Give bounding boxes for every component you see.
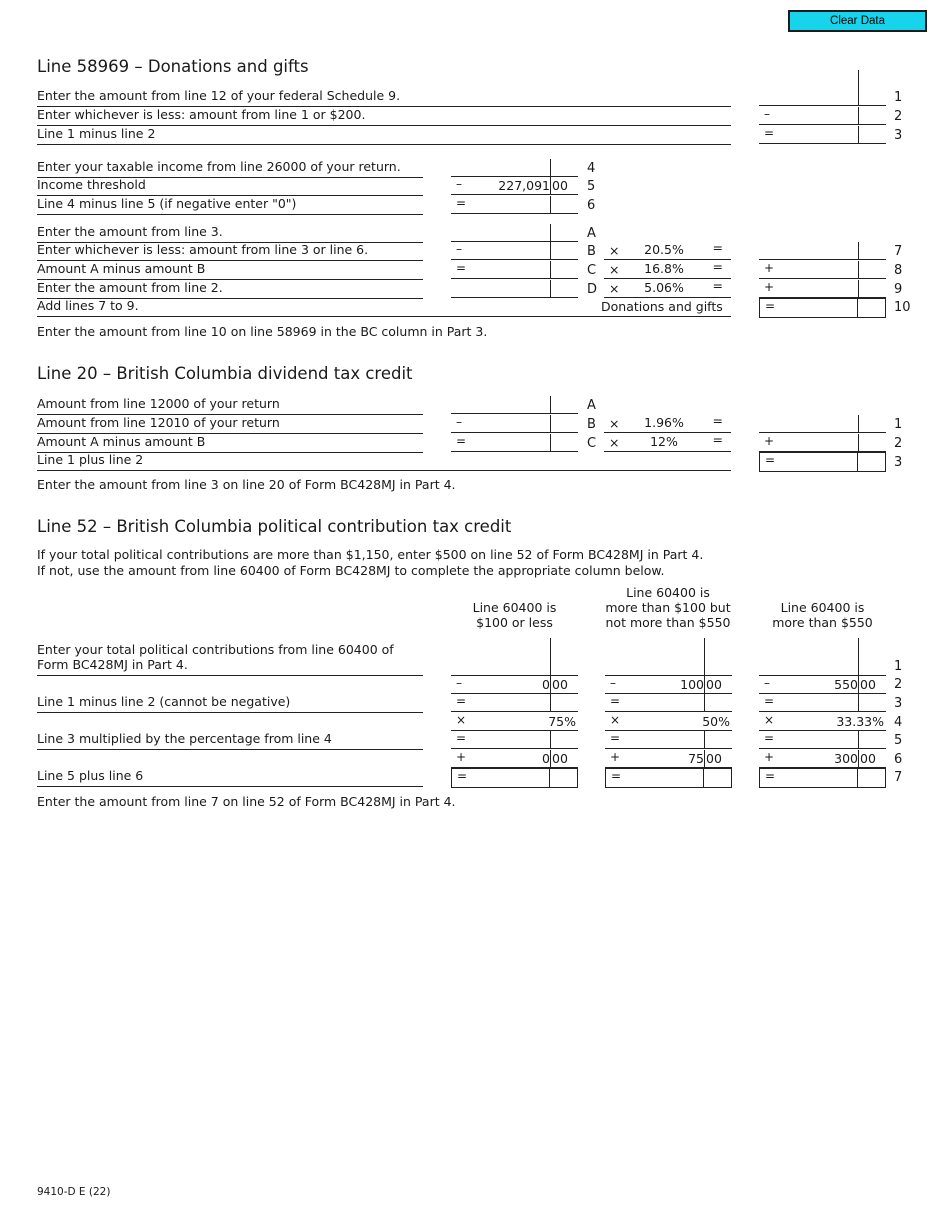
s3-c1-line4 bbox=[451, 713, 578, 731]
form-footer-code: 9410-D E (22) bbox=[37, 1186, 111, 1198]
cents-divider bbox=[550, 159, 551, 176]
line-number: 2 bbox=[894, 436, 903, 451]
s1-amount-a-input[interactable] bbox=[451, 224, 578, 242]
row-label: Income threshold bbox=[37, 177, 423, 196]
s1-line5-threshold bbox=[451, 177, 578, 195]
letter-label: C bbox=[587, 263, 597, 278]
rate-c bbox=[604, 261, 731, 279]
cents-divider bbox=[704, 694, 705, 711]
letter-label: B bbox=[587, 244, 596, 259]
cents-divider bbox=[857, 769, 858, 787]
s3-c1-line1-input[interactable] bbox=[451, 658, 578, 676]
plus-sign: + bbox=[764, 434, 775, 448]
equals-sign: = bbox=[610, 731, 621, 745]
s3-c3-line4 bbox=[759, 713, 886, 731]
cents: 00 bbox=[706, 751, 722, 766]
s3-c3-line7-total[interactable] bbox=[759, 768, 886, 788]
cents: 00 bbox=[860, 751, 876, 766]
line-number: 9 bbox=[894, 282, 903, 297]
times-sign: × bbox=[609, 243, 620, 258]
cents-divider bbox=[550, 415, 551, 432]
s1-amount-d-input[interactable] bbox=[451, 280, 578, 298]
cents-divider bbox=[858, 280, 859, 297]
line-number: 2 bbox=[894, 677, 903, 692]
rate-b bbox=[604, 242, 731, 260]
section-title-donations: Line 58969 – Donations and gifts bbox=[37, 57, 309, 76]
letter-label: A bbox=[587, 398, 596, 413]
cents-divider bbox=[858, 638, 859, 675]
rate-value: 16.8% bbox=[644, 261, 684, 276]
row-label: Amount A minus amount B bbox=[37, 261, 423, 280]
equals-sign: = bbox=[712, 278, 723, 293]
rate-c bbox=[604, 434, 731, 452]
cents-divider bbox=[704, 676, 705, 693]
equals-sign: = bbox=[457, 769, 468, 783]
minus-sign: – bbox=[456, 415, 462, 429]
cents-divider bbox=[549, 769, 550, 787]
cents: 00 bbox=[552, 677, 568, 692]
s3-c1-line7-total[interactable] bbox=[451, 768, 578, 788]
minus-sign: – bbox=[764, 676, 770, 690]
column-header-line: Line 60400 is bbox=[626, 585, 710, 600]
equals-sign: = bbox=[456, 434, 467, 448]
minus-sign: – bbox=[456, 242, 462, 256]
line-number: 6 bbox=[587, 198, 596, 213]
dollars: 100 bbox=[680, 677, 704, 692]
section-title-political: Line 52 – British Columbia political contribution tax credit bbox=[37, 517, 512, 536]
cents-divider bbox=[550, 694, 551, 711]
s3-c3-line3-input[interactable] bbox=[759, 694, 886, 712]
line-number: 1 bbox=[894, 417, 903, 432]
cents-divider bbox=[550, 280, 551, 297]
s3-c2-line1-input[interactable] bbox=[605, 658, 732, 676]
column-header-2 bbox=[598, 585, 738, 630]
equals-sign: = bbox=[712, 432, 723, 447]
s3-c3-line5-input[interactable] bbox=[759, 731, 886, 749]
s3-c2-line4 bbox=[605, 713, 732, 731]
dollars: 0 bbox=[542, 677, 550, 692]
times-sign: × bbox=[609, 416, 620, 431]
s1-line1-input[interactable] bbox=[759, 88, 886, 106]
line-number: 5 bbox=[894, 733, 903, 748]
rate-value: 20.5% bbox=[644, 242, 684, 257]
line-number: 3 bbox=[894, 128, 903, 143]
s3-c2-line6 bbox=[605, 750, 732, 768]
times-sign: × bbox=[610, 713, 621, 727]
column-header-line: $100 or less bbox=[476, 615, 553, 630]
equals-sign: = bbox=[764, 126, 775, 140]
minus-sign: – bbox=[456, 676, 462, 690]
cents-divider bbox=[550, 261, 551, 278]
s1-line8-input[interactable] bbox=[759, 261, 886, 279]
row-label: Enter whichever is less: amount from line 3 or line 6. bbox=[37, 242, 423, 261]
equals-sign: = bbox=[611, 769, 622, 783]
equals-sign: = bbox=[764, 694, 775, 708]
dollars: 0 bbox=[542, 751, 550, 766]
cents-divider bbox=[550, 396, 551, 413]
clear-data-button[interactable]: Clear Data bbox=[788, 10, 927, 32]
line-number: 7 bbox=[894, 770, 903, 785]
line-number: 3 bbox=[894, 696, 903, 711]
line-number: 8 bbox=[894, 263, 903, 278]
row-label-text: Form BC428MJ in Part 4. bbox=[37, 657, 188, 672]
equals-sign: = bbox=[610, 694, 621, 708]
cents-divider bbox=[550, 242, 551, 259]
row-label: Line 1 minus line 2 (cannot be negative) bbox=[37, 694, 423, 713]
equals-sign: = bbox=[712, 240, 723, 255]
s1-amount-b-input[interactable] bbox=[451, 242, 578, 260]
s3-c1-line5-input[interactable] bbox=[451, 731, 578, 749]
row-label: Line 5 plus line 6 bbox=[37, 768, 423, 787]
equals-sign: = bbox=[456, 731, 467, 745]
threshold-cents: 00 bbox=[552, 178, 568, 193]
equals-sign: = bbox=[712, 413, 723, 428]
times-sign: × bbox=[609, 281, 620, 296]
s2-amount-b-input[interactable] bbox=[451, 415, 578, 433]
line-number: 3 bbox=[894, 455, 903, 470]
row-label: Line 4 minus line 5 (if negative enter "0") bbox=[37, 196, 423, 215]
row-label: Enter your taxable income from line 26000 of your return. bbox=[37, 159, 423, 178]
cents: 00 bbox=[706, 677, 722, 692]
intro-line-1: If your total political contributions are more than $1,150, enter $500 on line 52 of Form BC428MJ in Part 4. bbox=[37, 547, 704, 562]
row-label: Line 1 plus line 2 bbox=[37, 452, 731, 471]
row-label: Amount from line 12010 of your return bbox=[37, 415, 423, 434]
row-label: Enter the amount from line 12 of your federal Schedule 9. bbox=[37, 88, 731, 107]
minus-sign: – bbox=[610, 676, 616, 690]
times-sign: × bbox=[456, 713, 467, 727]
row-label: Amount A minus amount B bbox=[37, 434, 423, 453]
s3-c2-line7-total[interactable] bbox=[605, 768, 732, 788]
cents: 00 bbox=[860, 677, 876, 692]
s3-c3-line1-input[interactable] bbox=[759, 658, 886, 676]
cents-divider bbox=[550, 676, 551, 693]
percentage: 75% bbox=[548, 714, 576, 729]
s2-line3-total[interactable] bbox=[759, 452, 886, 472]
cents-divider bbox=[858, 70, 859, 105]
rate-b bbox=[604, 415, 731, 433]
times-sign: × bbox=[764, 713, 775, 727]
s1-line2-input[interactable] bbox=[759, 107, 886, 125]
equals-sign: = bbox=[765, 299, 776, 313]
cents-divider bbox=[704, 750, 705, 767]
plus-sign: + bbox=[610, 750, 621, 764]
s3-c3-line6 bbox=[759, 750, 886, 768]
row-label: Enter the amount from line 3. bbox=[37, 224, 423, 243]
cents-divider bbox=[550, 434, 551, 451]
cents-divider bbox=[550, 750, 551, 767]
cents-divider bbox=[858, 107, 859, 124]
row-label: Enter whichever is less: amount from line 1 or $200. bbox=[37, 107, 731, 126]
s3-c1-line2 bbox=[451, 676, 578, 694]
cents-divider bbox=[858, 731, 859, 748]
line-number: 5 bbox=[587, 179, 596, 194]
equals-sign: = bbox=[765, 769, 776, 783]
cents-divider bbox=[858, 126, 859, 143]
cents-divider bbox=[704, 638, 705, 675]
cents-divider bbox=[703, 769, 704, 787]
line-number: 4 bbox=[587, 161, 596, 176]
line-number: 2 bbox=[894, 109, 903, 124]
line-number: 4 bbox=[894, 715, 903, 730]
line-number: 10 bbox=[894, 300, 911, 315]
letter-label: A bbox=[587, 226, 596, 241]
row-label: Add lines 7 to 9. bbox=[37, 298, 731, 317]
cents-divider bbox=[858, 676, 859, 693]
instruction-note: Enter the amount from line 3 on line 20 of Form BC428MJ in Part 4. bbox=[37, 477, 456, 492]
column-header-line: Line 60400 is bbox=[472, 600, 557, 615]
column-header-3 bbox=[759, 600, 886, 630]
rate-d bbox=[604, 280, 731, 298]
s3-c2-line2 bbox=[605, 676, 732, 694]
s2-line1-input[interactable] bbox=[759, 415, 886, 433]
row-label: Line 3 multiplied by the percentage from line 4 bbox=[37, 731, 423, 750]
cents-divider bbox=[858, 242, 859, 259]
s3-c2-line3-input[interactable] bbox=[605, 694, 732, 712]
s1-line6-input[interactable] bbox=[451, 196, 578, 214]
line-number: 7 bbox=[894, 244, 903, 259]
column-header-1 bbox=[451, 600, 578, 630]
s1-line9-input[interactable] bbox=[759, 280, 886, 298]
line-number: 1 bbox=[894, 659, 903, 674]
section-title-dividend: Line 20 – British Columbia dividend tax credit bbox=[37, 364, 413, 383]
donations-and-gifts-label: Donations and gifts bbox=[601, 299, 723, 314]
instruction-note: Enter the amount from line 7 on line 52 of Form BC428MJ in Part 4. bbox=[37, 794, 456, 809]
column-header-line: Line 60400 is bbox=[780, 600, 865, 615]
letter-label: B bbox=[587, 417, 596, 432]
cents-divider bbox=[858, 750, 859, 767]
minus-sign: – bbox=[456, 177, 462, 191]
equals-sign: = bbox=[456, 196, 467, 210]
letter-label: C bbox=[587, 436, 597, 451]
s3-c1-line6 bbox=[451, 750, 578, 768]
s2-line2-input[interactable] bbox=[759, 434, 886, 452]
s3-c2-line5-input[interactable] bbox=[605, 731, 732, 749]
rate-value: 12% bbox=[650, 434, 678, 449]
times-sign: × bbox=[609, 435, 620, 450]
cents-divider bbox=[550, 638, 551, 675]
cents-divider bbox=[704, 731, 705, 748]
column-header-line: more than $100 but bbox=[605, 600, 731, 615]
plus-sign: + bbox=[456, 750, 467, 764]
cents-divider bbox=[550, 196, 551, 213]
threshold-dollars: 227,091 bbox=[498, 178, 550, 193]
row-rule bbox=[37, 675, 423, 676]
line-number: 1 bbox=[894, 90, 903, 105]
s2-amount-c-input[interactable] bbox=[451, 434, 578, 452]
cents-divider bbox=[857, 299, 858, 317]
s1-line7-input[interactable] bbox=[759, 242, 886, 260]
rate-value: 1.96% bbox=[644, 415, 684, 430]
s3-c1-line3-input[interactable] bbox=[451, 694, 578, 712]
plus-sign: + bbox=[764, 280, 775, 294]
plus-sign: + bbox=[764, 750, 775, 764]
dollars: 75 bbox=[688, 751, 704, 766]
row-label: Line 1 minus line 2 bbox=[37, 126, 731, 145]
s1-line3-input[interactable] bbox=[759, 126, 886, 144]
times-sign: × bbox=[609, 262, 620, 277]
cents-divider bbox=[858, 694, 859, 711]
s1-line4-input[interactable] bbox=[451, 159, 578, 177]
cents: 00 bbox=[552, 751, 568, 766]
rate-value: 5.06% bbox=[644, 280, 684, 295]
cents-divider bbox=[550, 224, 551, 241]
row-label: Amount from line 12000 of your return bbox=[37, 396, 423, 415]
column-header-line: not more than $550 bbox=[605, 615, 731, 630]
cents-divider bbox=[858, 434, 859, 451]
equals-sign: = bbox=[712, 259, 723, 274]
s3-c3-line2 bbox=[759, 676, 886, 694]
s1-line10-total[interactable] bbox=[759, 298, 886, 318]
row-label: Enter the amount from line 2. bbox=[37, 280, 423, 299]
cents-divider bbox=[858, 261, 859, 278]
cents-divider bbox=[858, 415, 859, 432]
row-label-text: Enter your total political contributions from line 60400 of bbox=[37, 642, 394, 657]
minus-sign: – bbox=[764, 107, 770, 121]
letter-label: D bbox=[587, 282, 598, 297]
row-label-1 bbox=[37, 642, 394, 672]
dollars: 300 bbox=[834, 751, 858, 766]
cents-divider bbox=[550, 731, 551, 748]
percentage: 33.33% bbox=[836, 714, 884, 729]
s2-amount-a-input[interactable] bbox=[451, 396, 578, 414]
equals-sign: = bbox=[456, 261, 467, 275]
plus-sign: + bbox=[764, 261, 775, 275]
column-header-line: more than $550 bbox=[772, 615, 873, 630]
equals-sign: = bbox=[456, 694, 467, 708]
intro-line-2: If not, use the amount from line 60400 of Form BC428MJ to complete the appropriate column below. bbox=[37, 563, 665, 578]
s1-amount-c-input[interactable] bbox=[451, 261, 578, 279]
percentage: 50% bbox=[702, 714, 730, 729]
equals-sign: = bbox=[765, 453, 776, 467]
cents-divider bbox=[550, 177, 551, 194]
dollars: 550 bbox=[834, 677, 858, 692]
line-number: 6 bbox=[894, 752, 903, 767]
cents-divider bbox=[857, 453, 858, 471]
equals-sign: = bbox=[764, 731, 775, 745]
instruction-note: Enter the amount from line 10 on line 58969 in the BC column in Part 3. bbox=[37, 324, 488, 339]
